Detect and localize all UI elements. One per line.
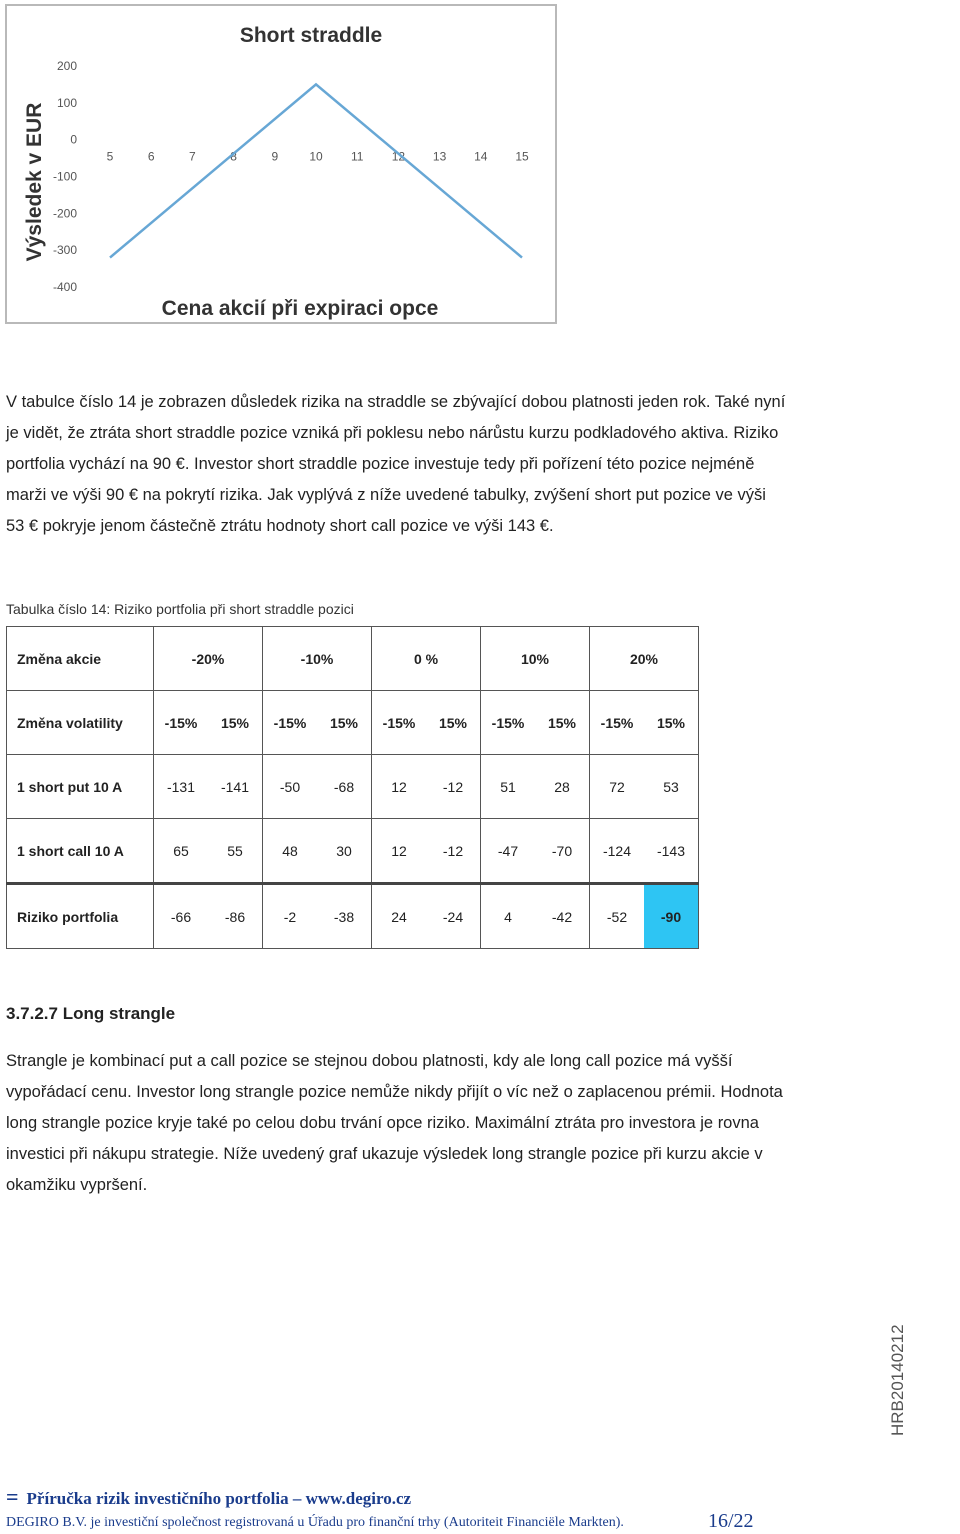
table-cell: 12 (372, 755, 427, 819)
chart-x-axis-label: Cena akcií při expiraci opce (161, 297, 439, 320)
section-heading: 3.7.2.7 Long strangle (6, 1004, 176, 1023)
table-cell: -66 (154, 884, 209, 949)
footer-equals-icon: = (6, 1484, 19, 1509)
row-label: Riziko portfolia (7, 884, 154, 949)
table-cell: 24 (372, 884, 427, 949)
table-cell: 30 (317, 819, 372, 884)
y-tick-label: -400 (52, 280, 77, 294)
table-cell: 15% (535, 691, 590, 755)
table-cell: 48 (263, 819, 318, 884)
table-cell: 65 (154, 819, 209, 884)
x-tick-label: 6 (147, 149, 155, 164)
table-header-cell: 10% (481, 627, 590, 691)
payoff-line-series (110, 84, 522, 257)
strangle-paragraph: Strangle je kombinací put a call pozice se stejnou dobou platnosti, kdy ale long call pozice má vyšší vypořádací cenu. Investor long strangle pozice nemůže nikdy přijít o víc než o zaplacenou prémii. Hodnota long strangle pozice kryje také po celou dobu trvání opce riziko. Maximální ztráta pro investora je rovna investici při nákupu strategie. Níže uvedený graf ukazuje výsledek long strangle pozice při kurzu akcie v okamžiku vypršení. (6, 1052, 783, 1194)
table-row-total (7, 884, 699, 949)
table-row (7, 819, 699, 884)
table-cell: -50 (263, 755, 318, 819)
y-tick-label: 100 (56, 95, 77, 110)
x-tick-label: 15 (515, 149, 529, 164)
table-cell: 28 (535, 755, 590, 819)
table-cell: 53 (644, 755, 699, 819)
page-number: 16/22 (708, 1510, 754, 1532)
chart-figure (5, 4, 557, 324)
table-cell: 15% (644, 691, 699, 755)
x-tick-label: 10 (309, 149, 323, 164)
y-tick-label: -300 (52, 243, 77, 258)
y-tick-label: -200 (52, 206, 77, 221)
table-row (7, 691, 699, 755)
row-label: 1 short put 10 A (7, 755, 154, 819)
table-header-cell: 0 % (372, 627, 481, 691)
document-code: HRB20140212 (888, 1324, 907, 1436)
highlighted-cell: -90 (644, 884, 699, 949)
chart-y-axis-label: Výsledek v EUR (23, 102, 46, 262)
table-cell: -38 (317, 884, 372, 949)
table-cell: -86 (208, 884, 263, 949)
table-cell: -141 (208, 755, 263, 819)
table-cell: -42 (535, 884, 590, 949)
table-cell: 55 (208, 819, 263, 884)
table-row (7, 755, 699, 819)
x-tick-label: 11 (350, 149, 364, 164)
chart-title: Short straddle (239, 24, 383, 47)
table-cell: -15% (590, 691, 645, 755)
table-cell: -131 (154, 755, 209, 819)
y-tick-label: 0 (70, 132, 77, 147)
table-cell: -124 (590, 819, 645, 884)
table-cell: -15% (481, 691, 536, 755)
chart-svg (7, 6, 555, 322)
table-cell: 15% (208, 691, 263, 755)
table-cell: -47 (481, 819, 536, 884)
y-tick-label: -100 (52, 169, 77, 184)
footer-title: Příručka rizik investičního portfolia – www.degiro.cz (26, 1489, 412, 1508)
table-cell: -24 (426, 884, 481, 949)
x-tick-label: 14 (474, 149, 488, 164)
table-cell: -15% (263, 691, 318, 755)
table-cell: -15% (154, 691, 209, 755)
table-cell: -15% (372, 691, 427, 755)
y-tick-label: 200 (56, 59, 77, 73)
risk-table (6, 626, 699, 949)
table-header-label: Změna akcie (7, 627, 154, 691)
row-label: 1 short call 10 A (7, 819, 154, 884)
table-cell: 72 (590, 755, 645, 819)
footer-legal: DEGIRO B.V. je investiční společnost registrovaná u Úřadu pro finanční trhy (Autoriteit Financiële Markten). (6, 1515, 624, 1530)
table-cell: -143 (644, 819, 699, 884)
x-tick-label: 8 (230, 149, 237, 164)
chart-series (110, 84, 522, 257)
x-tick-label: 5 (106, 149, 114, 164)
table-header-cell: -10% (263, 627, 372, 691)
x-tick-label: 7 (189, 149, 196, 164)
footer-title-line (6, 1484, 411, 1510)
row-label: Změna volatility (7, 691, 154, 755)
x-tick-label: 12 (391, 149, 406, 164)
intro-paragraph: V tabulce číslo 14 je zobrazen důsledek rizika na straddle se zbývající dobou platnosti jeden rok. Také nyní je vidět, že ztráta short straddle pozice vzniká při poklesu nebo nárůstu kurzu podkladového aktiva. Riziko portfolia vychází na 90 €. Investor short straddle pozice investuje tedy při pořízení této pozice nejméně marži ve výši 90 € na pokrytí rizika. Jak vyplývá z níže uvedené tabulky, zvýšení short put pozice ve výši 53 € pokryje jenom částečně ztrátu hodnoty short call pozice ve výši 143 €. (6, 393, 786, 535)
table-header-row (7, 627, 699, 691)
chart-x-ticks (107, 150, 529, 164)
x-tick-label: 9 (271, 149, 279, 164)
table-cell: -12 (426, 819, 481, 884)
table-cell: -2 (263, 884, 318, 949)
table-header-cell: -20% (154, 627, 263, 691)
table-cell: -52 (590, 884, 645, 949)
table-cell: -70 (535, 819, 590, 884)
table-cell: 15% (426, 691, 481, 755)
table-cell: -12 (426, 755, 481, 819)
table-caption: Tabulka číslo 14: Riziko portfolia při short straddle pozici (6, 601, 354, 617)
chart-y-ticks (53, 59, 77, 294)
table-cell: 15% (317, 691, 372, 755)
table-cell: 4 (481, 884, 536, 949)
table-cell: 51 (481, 755, 536, 819)
x-tick-label: 13 (432, 149, 447, 164)
table-header-cell: 20% (590, 627, 699, 691)
table-cell: 12 (372, 819, 427, 884)
table-cell: -68 (317, 755, 372, 819)
